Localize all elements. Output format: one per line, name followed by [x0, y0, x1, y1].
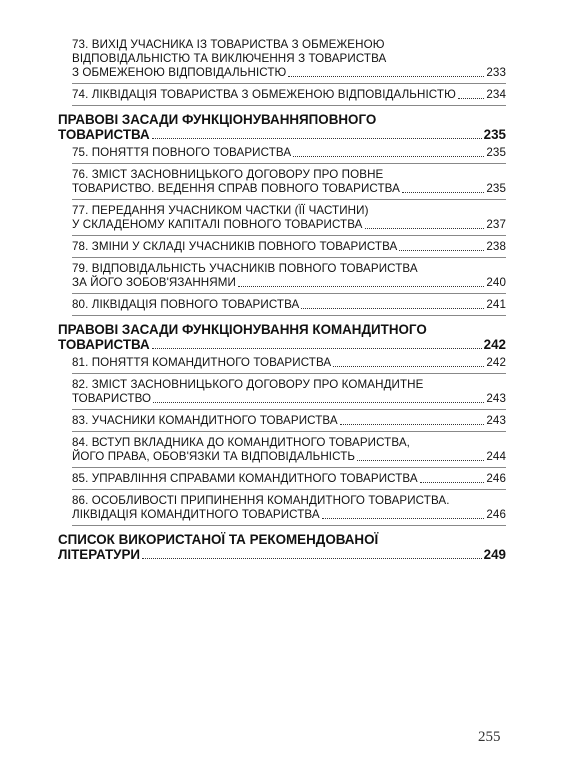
toc-entry-text: 81. ПОНЯТТЯ КОМАНДИТНОГО ТОВАРИСТВА — [72, 356, 332, 369]
toc-entry-text: 86. ОСОБЛИВОСТІ ПРИПИНЕННЯ КОМАНДИТНОГО ТОВАРИСТВА. — [72, 494, 450, 507]
toc-entry-text: ЗА ЙОГО ЗОБОВ'ЯЗАННЯМИ — [72, 276, 236, 289]
toc-subsection — [58, 204, 506, 236]
dot-leader — [293, 155, 484, 157]
entry-underline — [72, 83, 506, 84]
entry-underline — [72, 235, 506, 236]
dot-leader — [322, 517, 485, 519]
dot-leader — [458, 97, 484, 99]
toc-page-number: 238 — [486, 240, 506, 253]
dot-leader — [301, 307, 484, 309]
toc-subsection — [58, 472, 506, 490]
toc-entry-text: ПРАВОВІ ЗАСАДИ ФУНКЦІОНУВАННЯ КОМАНДИТНОГО — [58, 322, 427, 337]
entry-underline — [72, 431, 506, 432]
toc-subsection — [58, 356, 506, 374]
toc-subsection — [58, 378, 506, 410]
toc-entry-text: ЛІКВІДАЦІЯ КОМАНДИТНОГО ТОВАРИСТВА — [72, 508, 320, 521]
dot-leader — [238, 285, 484, 287]
toc-subsection — [58, 88, 506, 106]
toc-entry-text: 85. УПРАВЛІННЯ СПРАВАМИ КОМАНДИТНОГО ТОВАРИСТВА — [72, 472, 418, 485]
dot-leader — [420, 481, 485, 483]
toc-subsection — [58, 240, 506, 258]
entry-underline — [72, 105, 506, 106]
entry-underline — [72, 373, 506, 374]
dot-leader — [142, 557, 482, 559]
entry-underline — [72, 467, 506, 468]
toc-entry-text: 74. ЛІКВІДАЦІЯ ТОВАРИСТВА З ОБМЕЖЕНОЮ ВІДПОВІДАЛЬНІСТЮ — [72, 88, 456, 101]
toc-entry-text: 76. ЗМІСТ ЗАСНОВНИЦЬКОГО ДОГОВОРУ ПРО ПОВНЕ — [72, 168, 384, 181]
toc-entry-text: З ОБМЕЖЕНОЮ ВІДПОВІДАЛЬНІСТЮ — [72, 66, 287, 79]
dot-leader — [333, 365, 484, 367]
toc-subsection — [58, 436, 506, 468]
toc-entry-text: ПРАВОВІ ЗАСАДИ ФУНКЦІОНУВАННЯПОВНОГО — [58, 112, 377, 127]
toc-page-number: 240 — [486, 276, 506, 289]
toc-section — [58, 112, 506, 142]
toc-entry-text: 75. ПОНЯТТЯ ПОВНОГО ТОВАРИСТВА — [72, 146, 292, 159]
dot-leader — [153, 401, 484, 403]
toc-page-number: 234 — [486, 88, 506, 101]
toc-page-number: 244 — [486, 450, 506, 463]
toc-page-number: 241 — [486, 298, 506, 311]
dot-leader — [152, 347, 482, 349]
toc-entry-text: ТОВАРИСТВА — [58, 337, 150, 352]
toc-page-number: 246 — [486, 508, 506, 521]
toc-page-number: 233 — [486, 66, 506, 79]
toc-page-number: 243 — [486, 414, 506, 427]
toc-page-number: 242 — [483, 337, 506, 352]
toc-subsection — [58, 298, 506, 316]
toc-page-number: 249 — [483, 547, 506, 562]
entry-underline — [72, 489, 506, 490]
toc-page-number: 246 — [486, 472, 506, 485]
toc-subsection — [58, 38, 506, 84]
toc-page-number: 235 — [483, 127, 506, 142]
dot-leader — [288, 75, 484, 77]
toc-page-number: 237 — [486, 218, 506, 231]
toc-page-number: 242 — [486, 356, 506, 369]
toc-subsection — [58, 494, 506, 526]
toc-entry-text: 78. ЗМІНИ У СКЛАДІ УЧАСНИКІВ ПОВНОГО ТОВАРИСТВА — [72, 240, 398, 253]
entry-underline — [72, 163, 506, 164]
toc-entry-text: 79. ВІДПОВІДАЛЬНІСТЬ УЧАСНИКІВ ПОВНОГО ТОВАРИСТВА — [72, 262, 418, 275]
entry-underline — [72, 525, 506, 526]
entry-underline — [72, 315, 506, 316]
toc-entry-text: 82. ЗМІСТ ЗАСНОВНИЦЬКОГО ДОГОВОРУ ПРО КОМАНДИТНЕ — [72, 378, 424, 391]
dot-leader — [399, 249, 484, 251]
page-number: 255 — [478, 729, 501, 745]
toc-entry-text: 80. ЛІКВІДАЦІЯ ПОВНОГО ТОВАРИСТВА — [72, 298, 300, 311]
toc-entry-text: 73. ВИХІД УЧАСНИКА ІЗ ТОВАРИСТВА З ОБМЕЖЕНОЮ — [72, 38, 385, 51]
toc-subsection — [58, 168, 506, 200]
dot-leader — [365, 227, 485, 229]
toc-page-number: 235 — [486, 146, 506, 159]
toc-subsection — [58, 146, 506, 164]
toc-entry-text: ВІДПОВІДАЛЬНІСТЮ ТА ВИКЛЮЧЕННЯ З ТОВАРИСТВА — [72, 52, 387, 65]
toc-entry-text: ТОВАРИСТВО. ВЕДЕННЯ СПРАВ ПОВНОГО ТОВАРИСТВА — [72, 182, 400, 195]
entry-underline — [72, 293, 506, 294]
toc-page-number: 243 — [486, 392, 506, 405]
toc-subsection — [58, 414, 506, 432]
dot-leader — [152, 137, 482, 139]
dot-leader — [340, 423, 485, 425]
toc-entry-text: 84. ВСТУП ВКЛАДНИКА ДО КОМАНДИТНОГО ТОВАРИСТВА, — [72, 436, 410, 449]
dot-leader — [357, 459, 484, 461]
toc-section — [58, 322, 506, 352]
entry-underline — [72, 257, 506, 258]
toc-entry-text: СПИСОК ВИКОРИСТАНОЇ ТА РЕКОМЕНДОВАНОЇ — [58, 532, 379, 547]
entry-underline — [72, 199, 506, 200]
toc-entry-text: 77. ПЕРЕДАННЯ УЧАСНИКОМ ЧАСТКИ (ЇЇ ЧАСТИНИ) — [72, 204, 369, 217]
table-of-contents — [58, 38, 506, 562]
toc-section — [58, 532, 506, 562]
toc-entry-text: 83. УЧАСНИКИ КОМАНДИТНОГО ТОВАРИСТВА — [72, 414, 338, 427]
entry-underline — [72, 409, 506, 410]
toc-entry-text: ТОВАРИСТВА — [58, 127, 150, 142]
toc-entry-text: ЛІТЕРАТУРИ — [58, 547, 141, 562]
toc-subsection — [58, 262, 506, 294]
toc-entry-text: ТОВАРИСТВО — [72, 392, 152, 405]
toc-entry-text: ЙОГО ПРАВА, ОБОВ'ЯЗКИ ТА ВІДПОВІДАЛЬНІСТЬ — [72, 450, 356, 463]
dot-leader — [402, 191, 484, 193]
toc-page-number: 235 — [486, 182, 506, 195]
toc-entry-text: У СКЛАДЕНОМУ КАПІТАЛІ ПОВНОГО ТОВАРИСТВА — [72, 218, 363, 231]
